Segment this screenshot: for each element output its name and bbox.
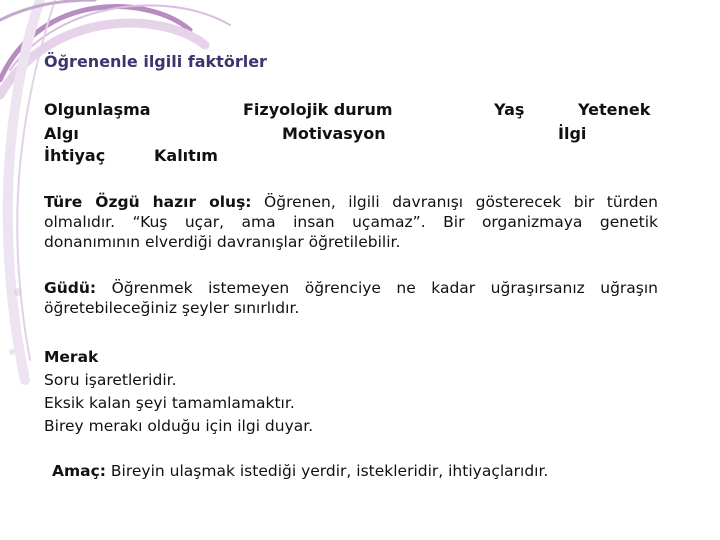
gudu-paragraph	[44, 278, 658, 318]
merak-line-1: Soru işaretleridir.	[44, 371, 177, 389]
factor-yetenek: Yetenek	[578, 100, 651, 119]
factor-ilgi: İlgi	[558, 124, 587, 143]
gudu-text: Öğrenmek istemeyen öğrenciye ne kadar uğraşırsanız uğraşın öğretebileceğiniz şeyler sınırlıdır.	[44, 279, 658, 317]
factor-fizyolojik-durum: Fizyolojik durum	[243, 100, 393, 119]
ture-ozgu-label: Türe Özgü hazır oluş:	[44, 193, 252, 211]
page-title: Öğrenenle ilgili faktörler	[44, 52, 267, 71]
factor-ihtiyac: İhtiyaç	[44, 146, 106, 165]
factor-algi: Algı	[44, 124, 79, 143]
swirl-dot-2	[9, 349, 15, 355]
factor-yas: Yaş	[494, 100, 525, 119]
merak-section	[44, 346, 658, 438]
factor-motivasyon: Motivasyon	[282, 124, 386, 143]
merak-line-3: Birey merakı olduğu için ilgi duyar.	[44, 417, 314, 435]
amac-label: Amaç:	[52, 462, 106, 480]
ture-ozgu-text: Öğrenen, ilgili davranışı gösterecek bir türden olmalıdır. “Kuş uçar, ama insan uçamaz”. Bir organizmaya genetik donanımının elverdiği davranışlar öğretilebilir.	[44, 193, 659, 251]
merak-line-2: Eksik kalan şeyi tamamlamaktır.	[44, 394, 295, 412]
factor-olgunlasma: Olgunlaşma	[44, 100, 151, 119]
swirl-dot-1	[14, 288, 22, 296]
amac-text: Bireyin ulaşmak istediği yerdir, istekleridir, ihtiyaçlarıdır.	[106, 462, 549, 480]
factor-kalitim: Kalıtım	[154, 146, 218, 165]
ture-ozgu-paragraph	[44, 192, 658, 252]
merak-label: Merak	[44, 348, 99, 366]
amac-paragraph	[52, 462, 548, 480]
gudu-label: Güdü:	[44, 279, 97, 297]
